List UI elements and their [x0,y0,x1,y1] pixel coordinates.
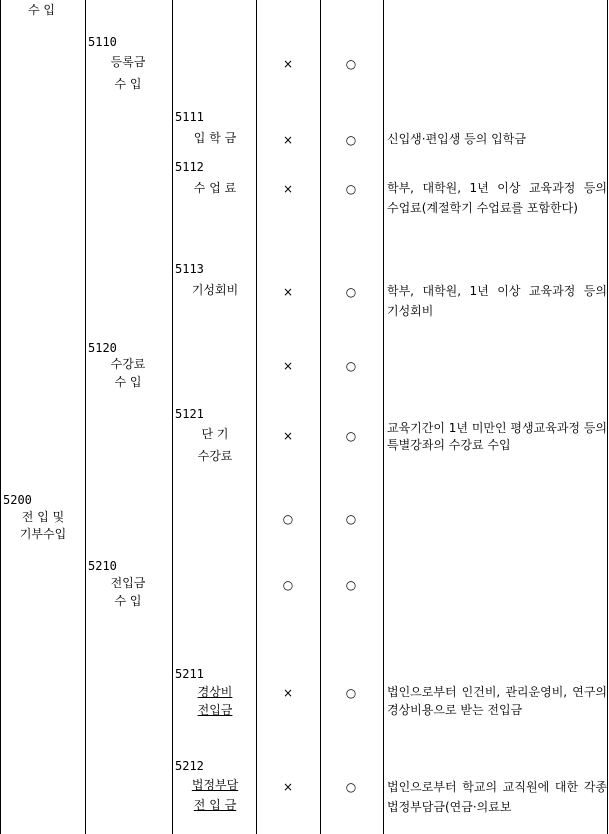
col5-mark-5211: ○ [345,686,357,700]
col5-mark-5111: ○ [345,133,357,147]
desc-5211: 법인으로부터 인건비, 관리운영비, 연구의 경상비용으로 받는 전입금 [387,685,607,717]
col4-mark-5210: ○ [282,578,294,592]
col4-mark-5110: × [282,57,294,71]
column-rule-3 [172,0,173,834]
column-rule-1 [0,0,1,834]
code-5112: 5112 [175,160,204,174]
col4-mark-5111: × [282,133,294,147]
code-5212: 5212 [175,759,204,773]
name-5211-line2: 전입금 [197,703,233,717]
column-rule-5 [320,0,321,834]
col4-mark-5121: × [282,429,294,443]
name-5111: 입 학 금 [193,131,237,145]
desc-5212: 법인으로부터 학교의 교직원에 대한 각종 법정부담금(연금·의료보 [387,780,607,814]
code-5211: 5211 [175,667,204,681]
name-5121-line1: 단 기 [201,427,229,441]
name-5211-line1: 경상비 [197,685,233,699]
name-5112: 수 업 료 [193,181,237,195]
name-5110-line1: 등록금 [110,55,146,69]
name-5210-line2: 수 입 [114,594,142,608]
code-5111: 5111 [175,110,204,124]
col5-mark-5121: ○ [345,429,357,443]
name-5212-line2: 전 입 금 [193,798,237,812]
name-5200-line2: 기부수입 [19,527,67,541]
col5-mark-5110: ○ [345,57,357,71]
name-5121-line2: 수강료 [197,449,233,463]
col5-mark-5210: ○ [345,578,357,592]
top-category-label: 수 입 [28,3,55,17]
code-5113: 5113 [175,262,204,276]
name-5200-line1: 전 입 및 [21,510,65,524]
name-5212-line1: 법정부담 [191,778,239,792]
desc-5113: 학부, 대학원, 1년 이상 교육과정 등의 기성회비 [387,284,607,318]
col5-mark-5112: ○ [345,182,357,196]
code-5120: 5120 [88,341,117,355]
code-5110: 5110 [88,35,117,49]
col5-mark-5200: ○ [345,512,357,526]
code-5200: 5200 [3,493,32,507]
column-rule-4 [256,0,257,834]
col4-mark-5211: × [282,686,294,700]
name-5113: 기성회비 [191,283,239,297]
code-5121: 5121 [175,407,204,421]
column-rule-7 [607,0,608,834]
code-5210: 5210 [88,559,117,573]
desc-5121: 교육기간이 1년 미만인 평생교육과정 등의 특별강좌의 수강료 수입 [387,421,607,452]
desc-5112: 학부, 대학원, 1년 이상 교육과정 등의 수업료(계절학기 수업료를 포함한다) [387,181,607,215]
name-5110-line2: 수 입 [114,77,142,91]
name-5210-line1: 전입금 [110,576,146,590]
col4-mark-5113: × [282,285,294,299]
col5-mark-5113: ○ [345,285,357,299]
desc-5111: 신입생·편입생 등의 입학금 [387,132,526,146]
col4-mark-5120: × [282,359,294,373]
col4-mark-5112: × [282,182,294,196]
col4-mark-5212: × [282,780,294,794]
col5-mark-5120: ○ [345,359,357,373]
column-rule-2 [85,0,86,834]
name-5120-line2: 수 입 [114,375,142,389]
name-5120-line1: 수강료 [110,357,146,371]
col5-mark-5212: ○ [345,780,357,794]
column-rule-6 [383,0,384,834]
col4-mark-5200: ○ [282,512,294,526]
